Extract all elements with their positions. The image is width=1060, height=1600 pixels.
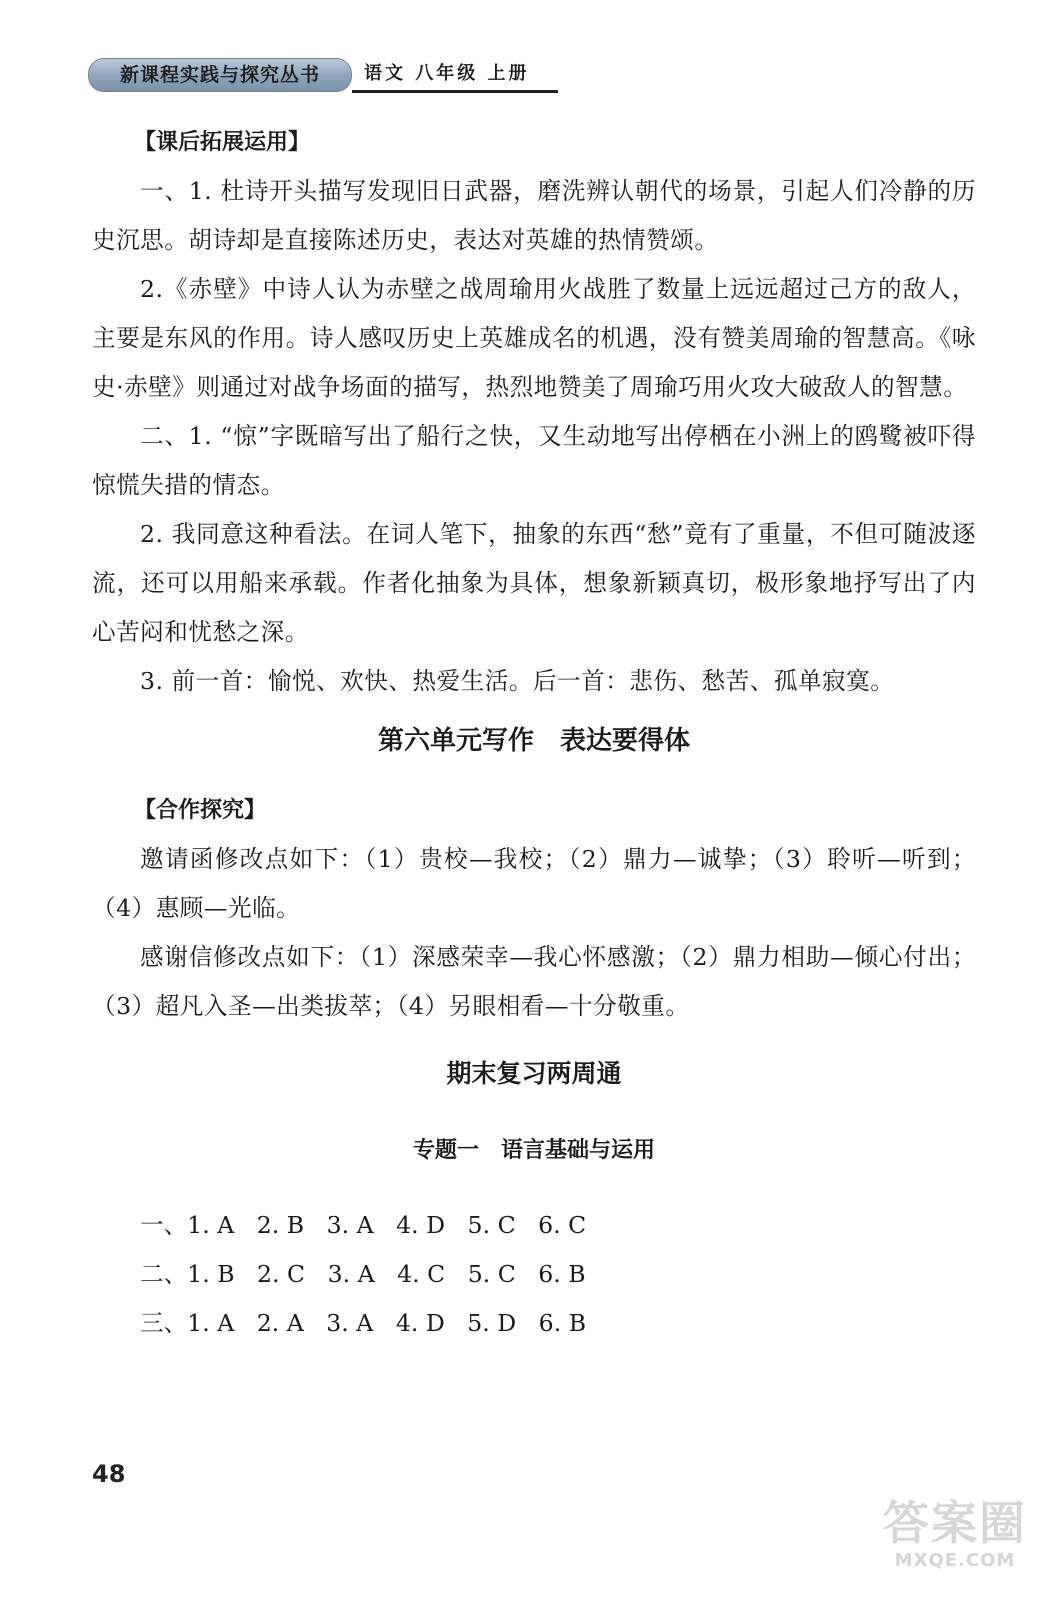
header-underline (352, 90, 558, 93)
section-title-review: 期末复习两周通 (446, 1059, 622, 1088)
series-badge: 新课程实践与探究丛书 (88, 58, 352, 92)
answer-row: 三、1. A 2. A 3. A 4. D 5. D 6. B (140, 1309, 587, 1337)
paragraph: 3. 前一首：愉悦、欢快、热爱生活。后一首：悲伤、愁苦、孤单寂寞。 (140, 667, 895, 695)
paragraph: 一、1. 杜诗开头描写发现旧日武器，磨洗辨认朝代的场景，引起人们冷静的历史沉思。胡诗却是直接陈述历史，表达对英雄的热情赞颂。 (92, 177, 976, 254)
page-header (88, 56, 558, 94)
answer-row: 二、1. B 2. C 3. A 4. C 5. C 6. B (140, 1260, 586, 1288)
page-number: 48 (92, 1460, 126, 1488)
section-label-cooperation: 【合作探究】 (134, 798, 267, 823)
section-title-writing: 第六单元写作 表达要得体 (377, 726, 690, 756)
subject-label: 语文 八年级 上册 (364, 63, 530, 84)
watermark-logo (880, 1496, 1030, 1586)
section-label-extension: 【课后拓展运用】 (134, 130, 311, 155)
paragraph: 2. 我同意这种看法。在词人笔下，抽象的东西“愁”竟有了重量，不但可随波逐流，还可以用船来承载。作者化抽象为具体，想象新颖真切，极形象地抒写出了内心苦闷和忧愁之深。 (92, 520, 976, 646)
watermark-logo-text: 答案圈 (883, 1496, 1027, 1550)
watermark-site-text: MXQE.COM (894, 1550, 1016, 1571)
paragraph: 感谢信修改点如下：（1）深感荣幸—我心怀感激；（2）鼎力相助—倾心付出；（3）超凡入圣—出类拔萃；（4）另眼相看—十分敬重。 (92, 943, 976, 1020)
paragraph: 邀请函修改点如下：（1）贵校—我校；（2）鼎力—诚挚；（3）聆听—听到；（4）惠顾—光临。 (92, 845, 976, 922)
section-subtitle-topic: 专题一 语言基础与运用 (412, 1138, 655, 1163)
paragraph: 2.《赤壁》中诗人认为赤壁之战周瑜用火战胜了数量上远远超过己方的敌人，主要是东风的作用。诗人感叹历史上英雄成名的机遇，没有赞美周瑜的智慧高。《咏史·赤壁》则通过对战争场面的描写，热烈地赞美了周瑜巧用火攻大破敌人的智慧。 (92, 275, 976, 401)
answer-row: 一、1. A 2. B 3. A 4. D 5. C 6. C (140, 1211, 587, 1239)
page-content (92, 118, 976, 1348)
paragraph: 二、1. “惊”字既暗写出了船行之快，又生动地写出停栖在小洲上的鸥鹭被吓得惊慌失措的情态。 (92, 422, 976, 499)
